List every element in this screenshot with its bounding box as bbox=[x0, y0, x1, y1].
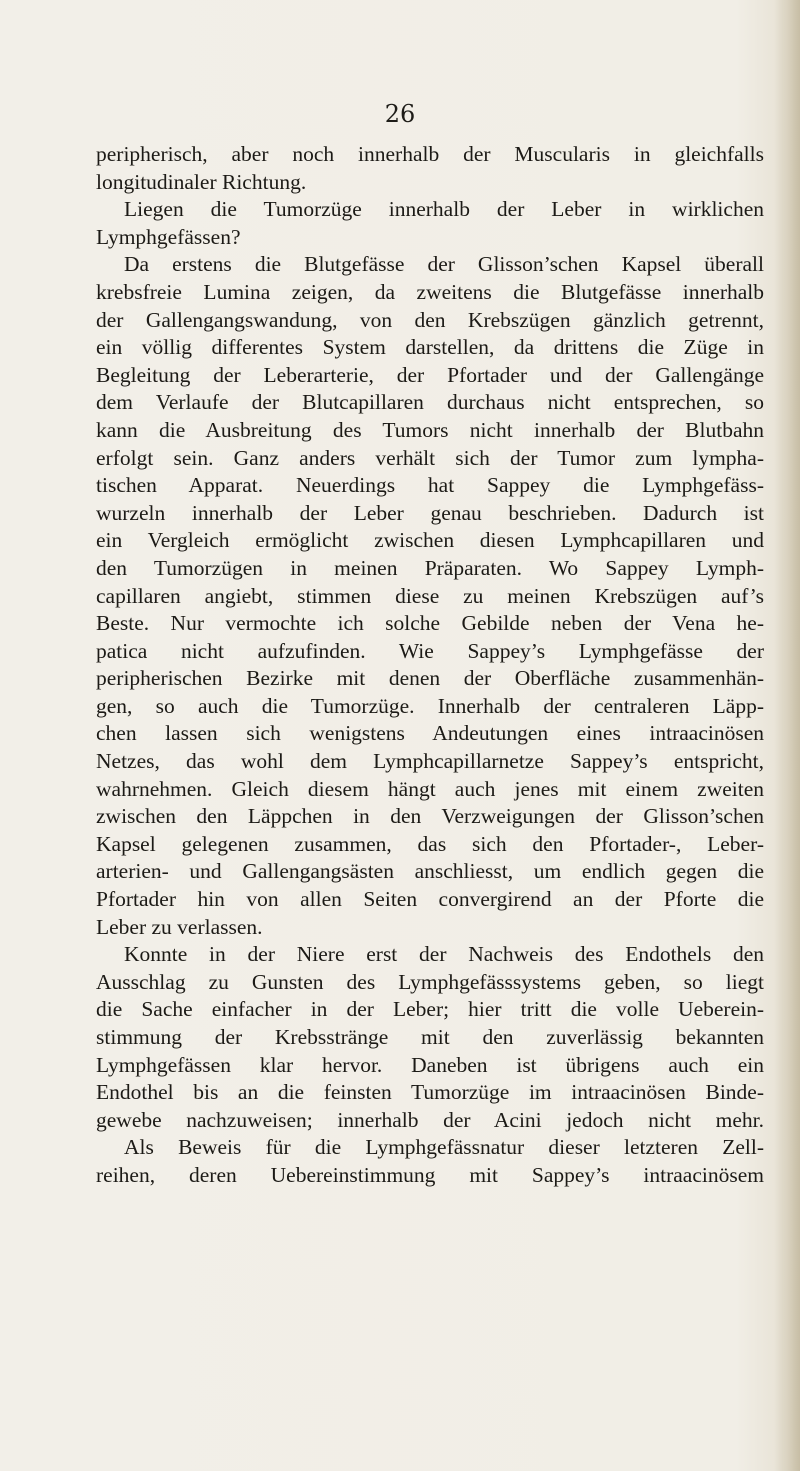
text-line: Endothel bis an die feinsten Tumorzüge im intraacinösen Binde- bbox=[96, 1080, 764, 1105]
text-line: patica nicht aufzufinden. Wie Sappey’s Lymphgefässe der bbox=[96, 638, 764, 663]
text-line: zwischen den Läppchen in den Verzweigungen der Glisson’schen bbox=[96, 804, 764, 829]
text-line: ein Vergleich ermöglicht zwischen diesen Lymphcapillaren und bbox=[96, 528, 764, 553]
text-line: wahrnehmen. Gleich diesem hängt auch jenes mit einem zweiten bbox=[96, 776, 764, 801]
text-line: arterien- und Gallengangsästen anschliesst, um endlich gegen die bbox=[96, 859, 764, 884]
text-line: dem Verlaufe der Blutcapillaren durchaus nicht entsprechen, so bbox=[96, 390, 764, 415]
text-line: Pfortader hin von allen Seiten convergirend an der Pforte die bbox=[96, 887, 764, 912]
text-line: Netzes, das wohl dem Lymphcapillarnetze Sappey’s entspricht, bbox=[96, 749, 764, 774]
text-line: erfolgt sein. Ganz anders verhält sich der Tumor zum lympha- bbox=[96, 445, 764, 470]
text-line: Konnte in der Niere erst der Nachweis des Endothels den bbox=[124, 942, 764, 967]
body-text bbox=[96, 141, 764, 1190]
text-line: chen lassen sich wenigstens Andeutungen eines intraacinösen bbox=[96, 721, 764, 746]
text-line: reihen, deren Uebereinstimmung mit Sappey’s intraacinösem bbox=[96, 1162, 764, 1187]
page-edge-shadow bbox=[774, 0, 800, 1471]
text-line: Leber zu verlassen. bbox=[96, 914, 263, 939]
text-line: tischen Apparat. Neuerdings hat Sappey die Lymphgefäss- bbox=[96, 473, 764, 498]
text-line: peripherischen Bezirke mit denen der Oberfläche zusammenhän- bbox=[96, 666, 764, 691]
text-line: den Tumorzügen in meinen Präparaten. Wo Sappey Lymph- bbox=[96, 555, 764, 580]
text-line: Lymphgefässen klar hervor. Daneben ist übrigens auch ein bbox=[96, 1052, 764, 1077]
text-line: Da erstens die Blutgefässe der Glisson’schen Kapsel überall bbox=[124, 252, 764, 277]
text-line: gen, so auch die Tumorzüge. Innerhalb der centraleren Läpp- bbox=[96, 693, 764, 718]
text-line: die Sache einfacher in der Leber; hier tritt die volle Ueberein- bbox=[96, 997, 764, 1022]
text-line: longitudinaler Richtung. bbox=[96, 169, 307, 194]
text-line: Lymphgefässen? bbox=[96, 224, 241, 249]
text-line: kann die Ausbreitung des Tumors nicht innerhalb der Blutbahn bbox=[96, 417, 764, 442]
text-line: ein völlig differentes System darstellen, da drittens die Züge in bbox=[96, 335, 764, 360]
text-line: Ausschlag zu Gunsten des Lymphgefässsystems geben, so liegt bbox=[96, 969, 764, 994]
text-line: Liegen die Tumorzüge innerhalb der Leber in wirklichen bbox=[124, 197, 764, 222]
text-line: capillaren angiebt, stimmen diese zu meinen Krebszügen auf’s bbox=[96, 583, 764, 608]
page-number: 26 bbox=[384, 100, 416, 128]
text-line: der Gallengangswandung, von den Krebszügen gänzlich getrennt, bbox=[96, 307, 764, 332]
text-line: Begleitung der Leberarterie, der Pfortader und der Gallengänge bbox=[96, 362, 764, 387]
text-line: wurzeln innerhalb der Leber genau beschrieben. Dadurch ist bbox=[96, 500, 764, 525]
text-line: stimmung der Krebsstränge mit den zuverlässig bekannten bbox=[96, 1025, 764, 1049]
text-line: Kapsel gelegenen zusammen, das sich den Pfortader-, Leber- bbox=[96, 831, 764, 856]
text-line: gewebe nachzuweisen; innerhalb der Acini jedoch nicht mehr. bbox=[96, 1107, 764, 1132]
text-line: peripherisch, aber noch innerhalb der Muscularis in gleichfalls bbox=[96, 142, 764, 166]
text-line: krebsfreie Lumina zeigen, da zweitens die Blutgefässe innerhalb bbox=[96, 279, 764, 304]
text-line: Beste. Nur vermochte ich solche Gebilde neben der Vena he- bbox=[96, 611, 764, 636]
text-line: Als Beweis für die Lymphgefässnatur dieser letzteren Zell- bbox=[124, 1135, 764, 1160]
